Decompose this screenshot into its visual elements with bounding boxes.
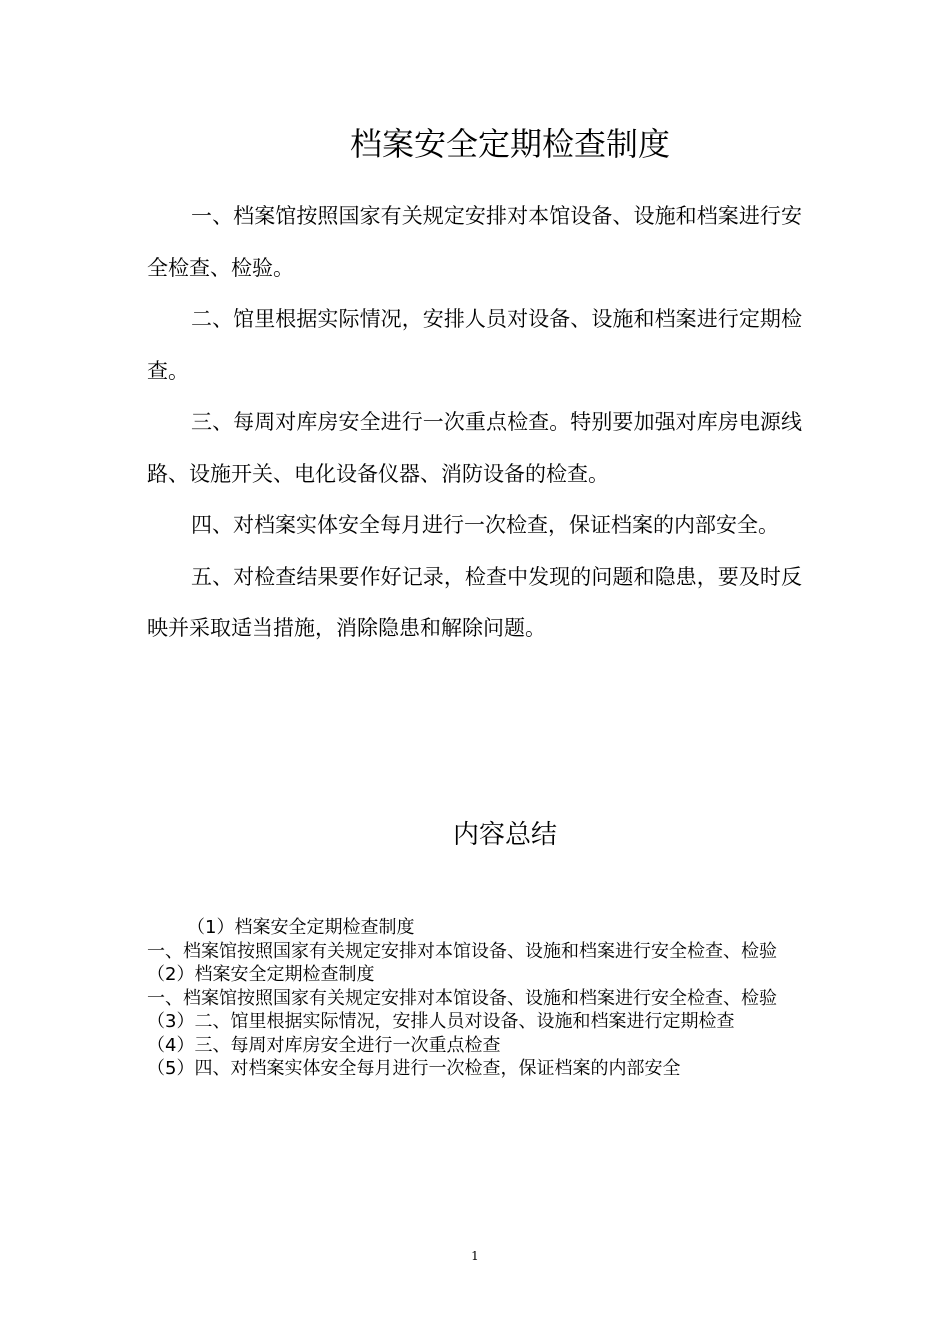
summary-line: 一、档案馆按照国家有关规定安排对本馆设备、设施和档案进行安全检查、检验 xyxy=(147,987,777,1009)
paragraph-4: 四、对档案实体安全每月进行一次检查，保证档案的内部安全。 xyxy=(191,513,779,537)
summary-list xyxy=(147,916,802,1081)
summary-line: （2）档案安全定期检查制度 xyxy=(147,964,375,985)
summary-line: （3）二、馆里根据实际情况，安排人员对设备、设施和档案进行定期检查 xyxy=(147,1011,735,1032)
summary-title: 内容总结 xyxy=(452,820,557,850)
paragraph-2: 二、馆里根据实际情况，安排人员对设备、设施和档案进行定期检查。 xyxy=(147,307,802,383)
paragraph-5: 五、对检查结果要作好记录，检查中发现的问题和隐患，要及时反映并采取适当措施，消除隐患和解除问题。 xyxy=(147,564,802,640)
document-title: 档案安全定期检查制度 xyxy=(349,125,670,163)
paragraph-3: 三、每周对库房安全进行一次重点检查。特别要加强对库房电源线路、设施开关、电化设备仪器、消防设备的检查。 xyxy=(147,410,802,486)
page-number: 1 xyxy=(471,1249,479,1263)
summary-line: 一、档案馆按照国家有关规定安排对本馆设备、设施和档案进行安全检查、检验 xyxy=(147,940,777,962)
summary-line: （4）三、每周对库房安全进行一次重点检查 xyxy=(147,1034,501,1056)
paragraph-1: 一、档案馆按照国家有关规定安排对本馆设备、设施和档案进行安全检查、检验。 xyxy=(147,204,802,280)
summary-line: （1）档案安全定期检查制度 xyxy=(187,917,415,938)
summary-line: （5）四、对档案实体安全每月进行一次检查，保证档案的内部安全 xyxy=(147,1058,681,1079)
document-body xyxy=(147,191,802,655)
